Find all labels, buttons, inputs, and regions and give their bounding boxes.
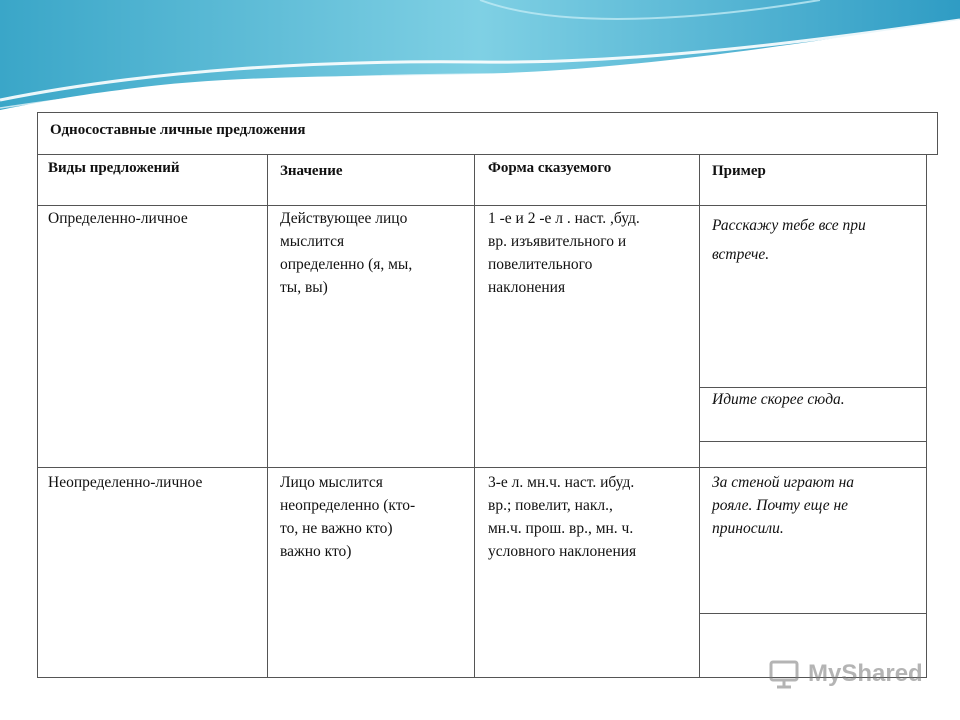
example-divider xyxy=(699,613,927,614)
row2-form xyxy=(488,471,698,563)
row2-form-line: вр.; повелит, накл., xyxy=(488,497,613,514)
watermark-text: MyShared xyxy=(808,660,923,687)
row2-meaning-line: то, не важно кто) xyxy=(280,520,393,537)
row1-meaning-line: ты, вы) xyxy=(280,279,328,296)
row1-form-line: наклонения xyxy=(488,279,566,296)
column-divider xyxy=(474,155,475,678)
row1-meaning-line: Действующее лицо xyxy=(280,210,408,227)
row-divider xyxy=(37,205,927,206)
row1-meaning-line: мыслится xyxy=(280,233,345,250)
row1-form xyxy=(488,207,698,299)
row1-example-line: Идите скорее сюда. xyxy=(712,391,845,408)
row2-meaning-line: важно кто) xyxy=(280,543,352,560)
row2-meaning xyxy=(280,471,470,563)
row1-meaning xyxy=(280,207,470,299)
column-divider xyxy=(699,155,700,678)
row1-type: Определенно-личное xyxy=(48,210,188,227)
row2-example-line: приносили. xyxy=(712,520,784,537)
row2-meaning-line: Лицо мыслится xyxy=(280,474,383,491)
row1-example-line: Расскажу тебе все при xyxy=(712,217,866,234)
row-divider xyxy=(37,467,927,468)
row2-type: Неопределенно-личное xyxy=(48,474,203,491)
grammar-table xyxy=(37,155,927,678)
row2-meaning-line: неопределенно (кто- xyxy=(280,497,416,514)
row1-example-line: встрече. xyxy=(712,246,770,263)
header-types: Виды предложений xyxy=(48,160,180,176)
row2-form-line: мн.ч. прош. вр., мн. ч. xyxy=(488,520,634,537)
table-border-right xyxy=(926,155,927,678)
table-title: Односоставные личные предложения xyxy=(50,122,306,138)
row1-meaning-line: определенно (я, мы, xyxy=(280,256,413,273)
row2-form-line: условного наклонения xyxy=(488,543,637,560)
header-form: Форма сказуемого xyxy=(488,160,612,176)
header-example: Пример xyxy=(712,163,766,179)
row1-form-line: 1 -е и 2 -е л . наст. ,буд. xyxy=(488,210,640,227)
column-divider xyxy=(267,155,268,678)
table-border-left xyxy=(37,155,38,678)
table-title-row xyxy=(37,112,938,155)
row1-example-1 xyxy=(712,211,926,269)
presentation-icon xyxy=(768,659,802,689)
row2-example-line: рояле. Почту еще не xyxy=(712,497,849,514)
row1-example-2 xyxy=(712,388,926,411)
header-wave-decoration xyxy=(0,0,960,130)
row1-form-line: повелительного xyxy=(488,256,593,273)
myshared-watermark xyxy=(768,656,928,692)
example-divider xyxy=(699,441,927,442)
header-meaning: Значение xyxy=(280,163,343,179)
row2-example-1 xyxy=(712,471,926,540)
row2-form-line: 3-е л. мн.ч. наст. ибуд. xyxy=(488,474,635,491)
row2-example-line: За стеной играют на xyxy=(712,474,855,491)
row1-form-line: вр. изъявительного и xyxy=(488,233,627,250)
